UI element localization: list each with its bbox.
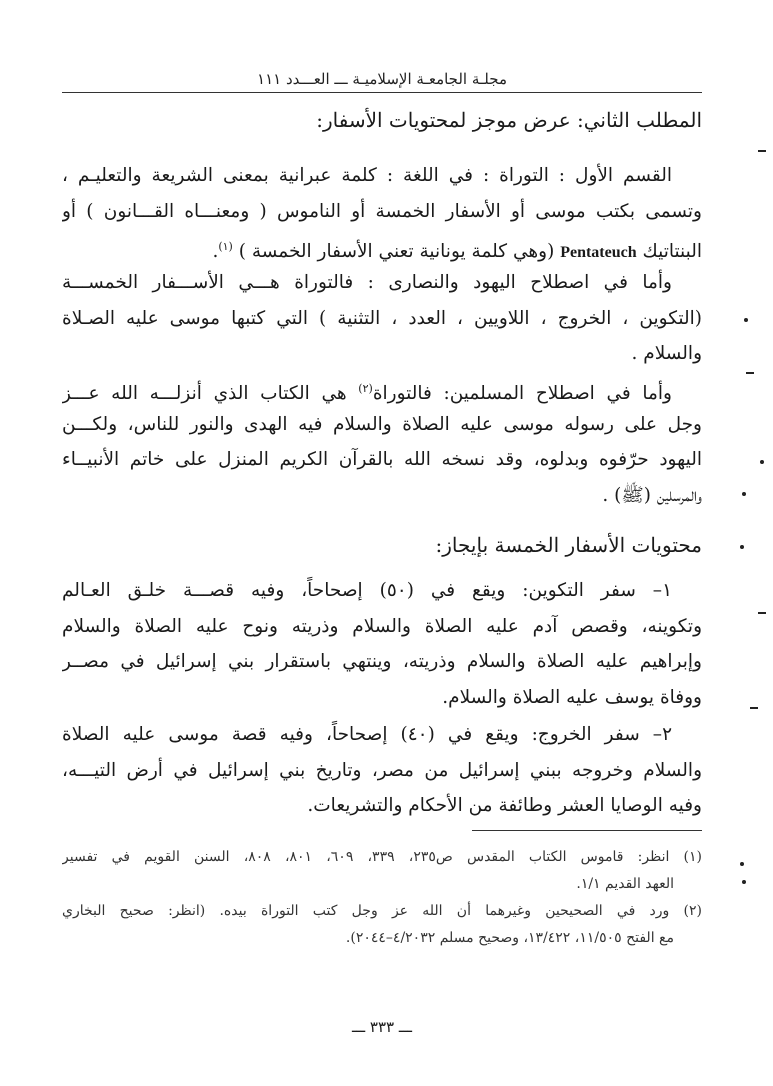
text-line: القسم الأول : التوراة : في اللغة : كلمة عبرانية بمعنى الشريعة والتعليـم ،: [62, 165, 672, 186]
contents-heading: محتويات الأسفار الخمسة بإيجاز:: [435, 533, 702, 557]
text-line: وفيه الوصايا العشر وطائفة من الأحكام والتشريعات.: [307, 795, 702, 816]
footnote-line: مع الفتح ١١/٥٠٥، ١٣/٤٢٢، وصحيح مسلم ٤/٢٠٣٢–٢٠٤٤).: [345, 930, 674, 946]
text-line: والمرسلين (ﷺ) .: [602, 484, 702, 506]
latin-term: Pentateuch: [560, 244, 637, 262]
paragraph-part2: [62, 265, 702, 372]
text-segment: .: [212, 241, 219, 263]
paragraph-book1: [62, 573, 702, 715]
text-line: وتسمى بكتب موسى أو الأسفار الخمسة أو الناموس ( ومعنـــاه القـــانون ) أو: [62, 200, 702, 222]
scan-mark: [740, 862, 744, 866]
text-line: [62, 229, 702, 265]
text-line: ووفاة يوسف عليه الصلاة والسلام.: [442, 686, 702, 708]
footnote-rule: [472, 830, 702, 831]
scan-mark: [742, 880, 746, 884]
scan-mark: [758, 150, 766, 152]
scan-mark: [740, 545, 744, 549]
scan-mark: [742, 492, 746, 496]
text-line: [62, 371, 702, 407]
text-line: ١– سفر التكوين: ويقع في (٥٠) إصحاحاً، وفيه قصـــة خلـق العـالم: [62, 580, 672, 601]
text-line: (التكوين ، الخروج ، اللاويين ، العدد ، التثنية ) التي كتبها موسى عليه الصـلاة: [62, 307, 702, 329]
text-segment: (وهي كلمة يونانية تعني الأسفار الخمسة ): [238, 241, 555, 263]
header-rule: [62, 92, 702, 93]
footnote-ref: (١): [218, 240, 233, 253]
paragraph-part1: [62, 158, 702, 265]
text-segment: هي الكتاب الذي أنزلـــه الله عـــز: [62, 383, 347, 405]
text-line: والسلام .: [631, 343, 702, 364]
text-line: وجل على رسوله موسى عليه الصلاة والسلام فيه الهدى والنور للناس، ولكـــن: [62, 413, 702, 435]
scan-mark: [760, 460, 764, 464]
running-header: [62, 70, 702, 88]
page-number: ـــ ٣٣٣ ـــ: [351, 1018, 413, 1036]
text-segment: وأما في اصطلاح المسلمين: فالتوراة: [372, 383, 672, 405]
paragraph-book2: [62, 717, 702, 824]
running-title: مجلـة الجامعـة الإسلاميـة ـــ العـــدد ١١١: [257, 70, 507, 88]
document-page: [62, 58, 702, 1078]
section-heading: المطلب الثاني: عرض موجز لمحتويات الأسفار:: [316, 108, 702, 132]
footnote-line: (١) انظر: قاموس الكتاب المقدس ص٢٣٥، ٣٣٩، ٦٠٩، ٨٠١، ٨٠٨، السنن القويم في تفسير: [62, 849, 702, 865]
scan-mark: [758, 612, 766, 614]
paragraph-part3: [62, 371, 702, 513]
footnotes: [62, 844, 702, 952]
scan-mark: [746, 372, 754, 374]
footnote-line: (٢) ورد في الصحيحين وغيرهما أن الله عز وجل كتب التوراة بيده. (انظر: صحيح البخاري: [62, 903, 702, 919]
footnote-ref: (٢): [358, 382, 373, 395]
text-line: وأما في اصطلاح اليهود والنصارى : فالتوراة هـــي الأســـفار الخمســـة: [62, 272, 672, 293]
text-segment: البنتاتيك: [642, 241, 702, 263]
text-line: والسلام وخروجه ببني إسرائيل من مصر، وتاريخ بني إسرائيل في أرض التيـــه،: [62, 759, 702, 781]
text-line: وإبراهيم عليه الصلاة والسلام وذريته، وينتهي باستقرار بني إسرائيل في مصــر: [62, 651, 702, 672]
text-line: اليهود حرّفوه وبدلوه، وقد نسخه الله بالقرآن الكريم المنزل على خاتم الأنبيــاء: [62, 449, 702, 470]
footnote-line: العهد القديم ١/١.: [576, 876, 674, 892]
text-line: ٢– سفر الخروج: ويقع في (٤٠) إصحاحاً، وفيه قصة موسى عليه الصلاة: [62, 724, 672, 745]
scan-mark: [750, 707, 758, 709]
scan-mark: [744, 318, 748, 322]
text-line: وتكوينه، وقصص آدم عليه الصلاة والسلام وذريته ونوح عليه الصلاة والسلام: [62, 615, 702, 637]
